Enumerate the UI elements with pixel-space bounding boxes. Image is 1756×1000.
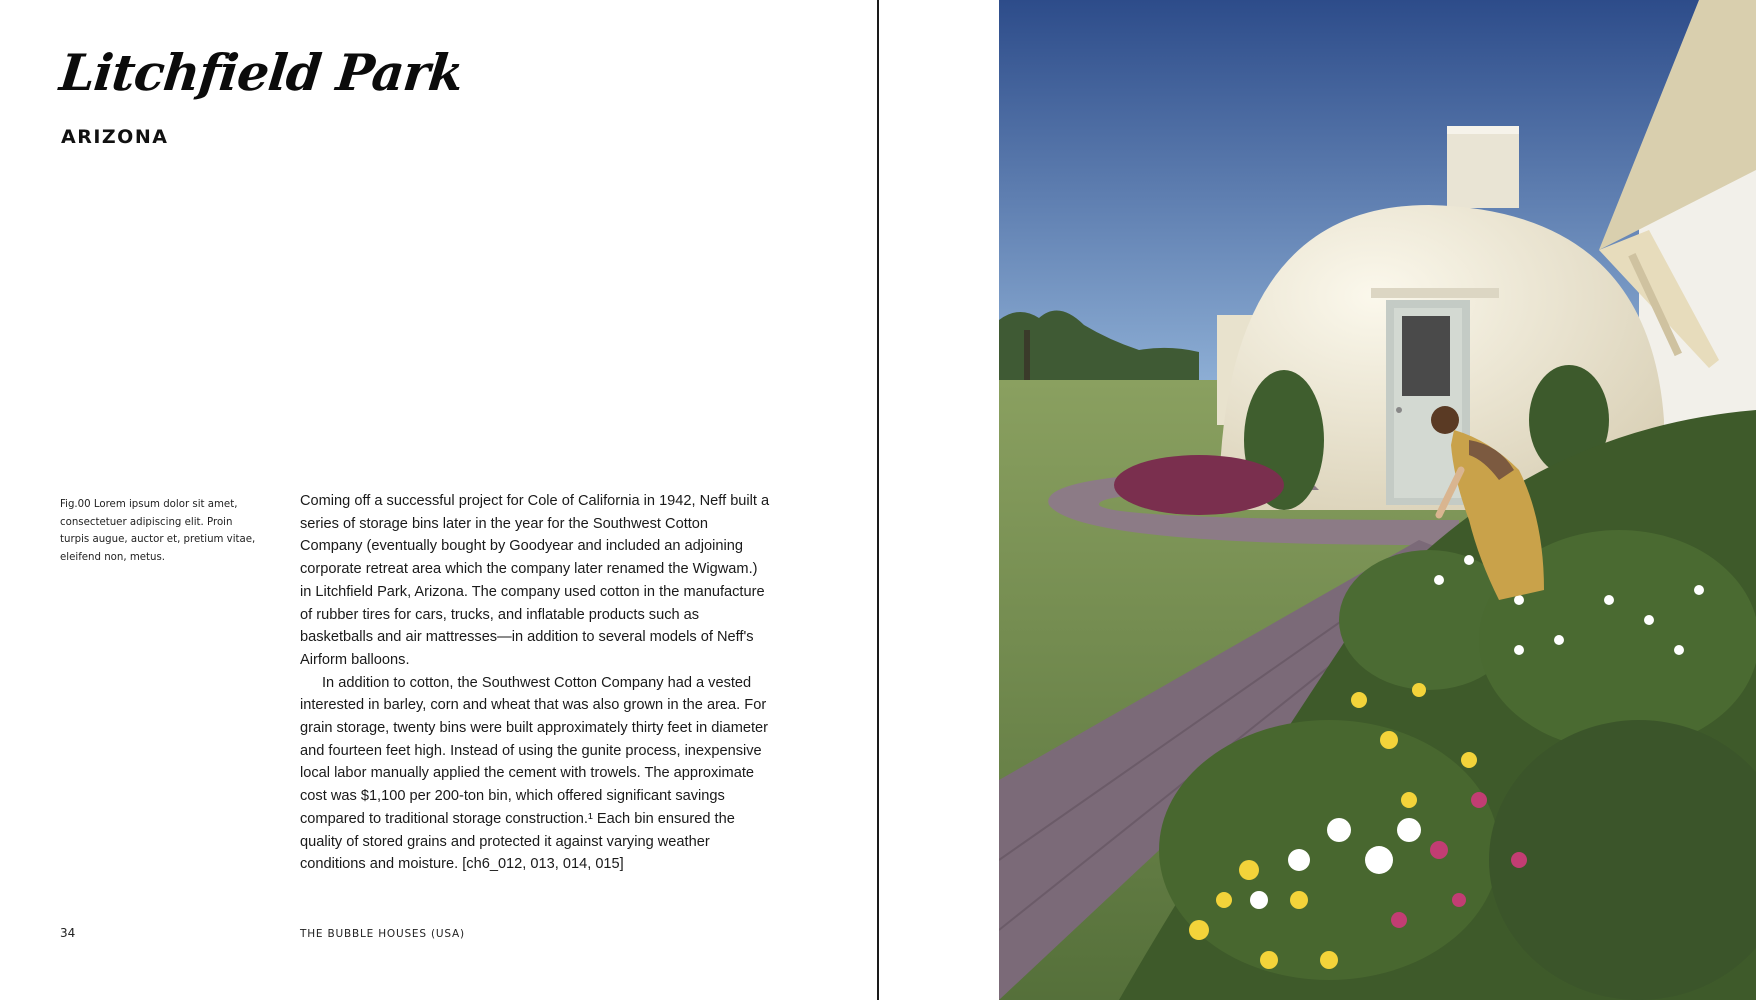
body-paragraph-1: Coming off a successful project for Cole of California in 1942, Neff built a series of storage bins later in the year for the Southwest Cotton Company (eventually bought by Goodyear and included an adjoining corporate retreat area which the company later renamed the Wigwam.) in Litchfield Park, Arizona. The company used cotton in the manufacture of rubber tires for cars, trucks, and inflatable products such as basketballs and air mattresses—in addition to several models of Neff's Airform balloons.: [300, 493, 770, 668]
body-text: [300, 490, 770, 876]
left-page: [0, 0, 877, 1000]
page-subtitle: ARIZONA: [61, 126, 169, 148]
figure-caption: Fig.00 Lorem ipsum dolor sit amet, consectetuer adipiscing elit. Proin turpis augue, auctor et, pretium vitae, eleifend non, metus.: [60, 499, 256, 563]
right-page: [879, 0, 1756, 1000]
page-title: Litchfield Park: [56, 43, 466, 102]
body-paragraph-2: In addition to cotton, the Southwest Cotton Company had a vested interested in barley, corn and wheat that was also grown in the area. For grain storage, twenty bins were built approximately thirty feet in diameter and fourteen feet high. Instead of using the gunite process, inexpensive local labor manually applied the cement with trowels. The approximate cost was $1,100 per 200-ton bin, which offered significant savings compared to traditional storage construction.¹ Each bin ensured the quality of stored grains and protected it against varying weather conditions and moisture. [ch6_012, 013, 014, 015]: [300, 674, 769, 873]
photograph-dome-house-garden: [999, 0, 1756, 1000]
page-number: 34: [60, 926, 76, 940]
running-head: THE BUBBLE HOUSES (USA): [300, 928, 465, 940]
